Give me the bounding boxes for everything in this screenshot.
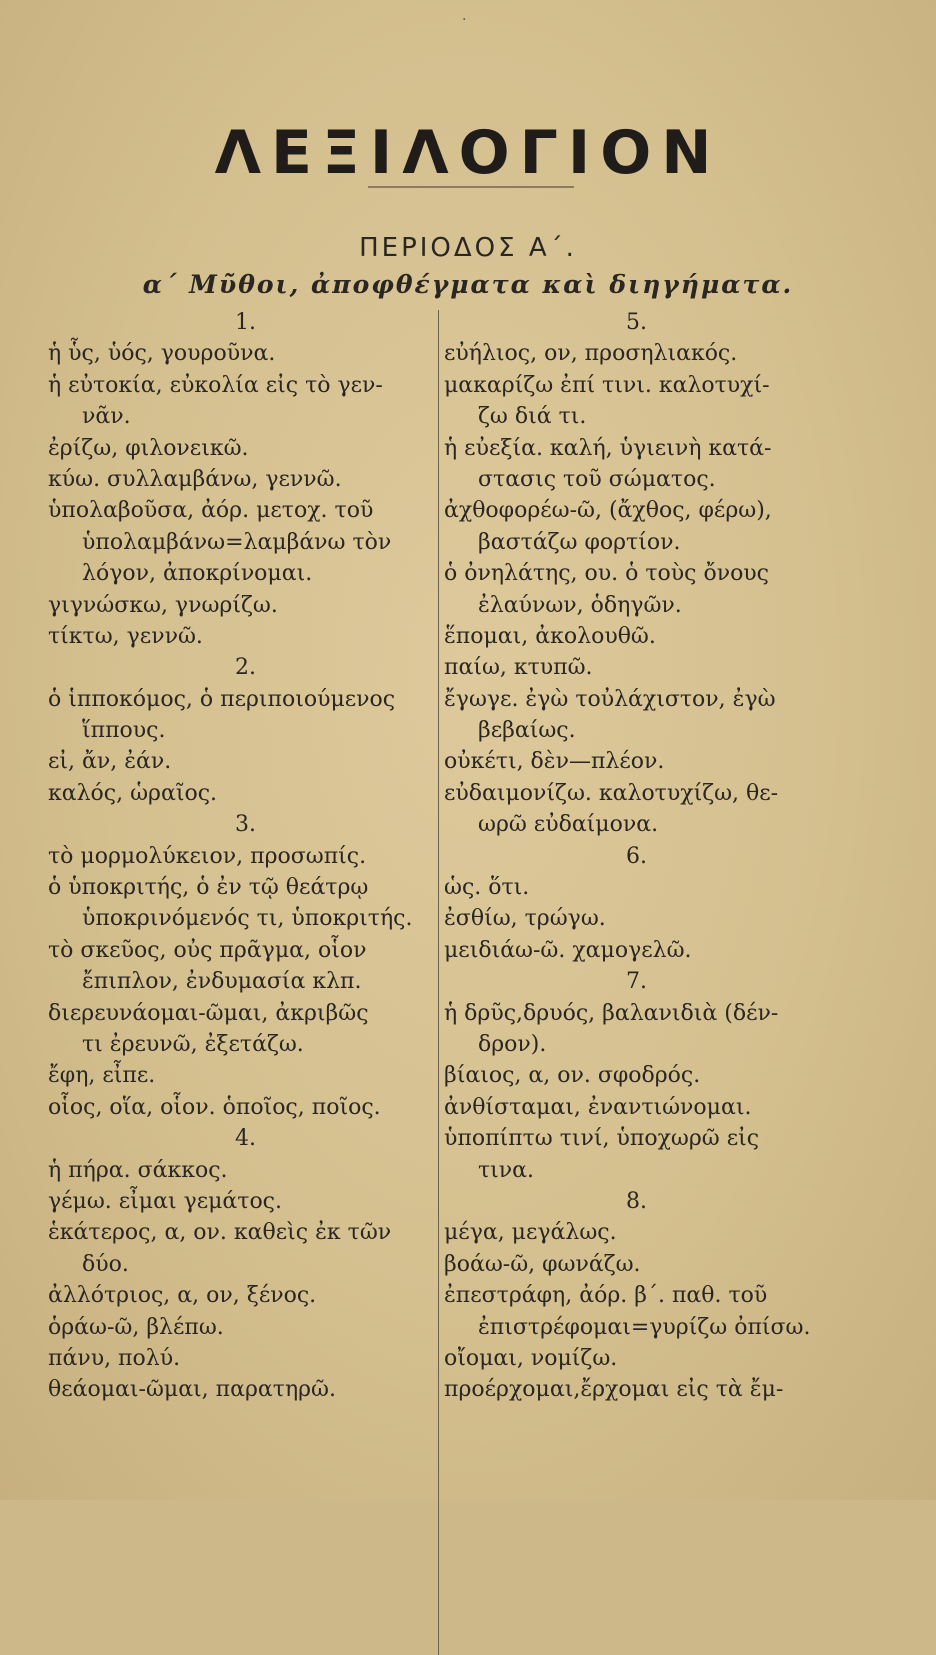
period-heading: ΠΕΡΙΟΔΟΣ Α΄.	[359, 233, 577, 263]
entry-continuation: ἔπιπλον, ἐνδυμασία κλπ.	[82, 969, 362, 995]
page-dot: ·	[462, 12, 467, 28]
section-number: 5.	[626, 310, 647, 335]
entry-continuation: λόγον, ἀποκρίνομαι.	[82, 561, 313, 587]
vocabulary-entry: τὸ μορμολύκειον, προσωπίς.	[48, 843, 367, 869]
vocabulary-entry: ὁ ἱπποκόμος, ὁ περιποιούμενος	[48, 686, 396, 712]
entry-continuation: δρον).	[478, 1031, 547, 1057]
vocabulary-entry: ὑποπίπτω τινί, ὑποχωρῶ εἰς	[444, 1126, 760, 1152]
vocabulary-entry: εὐδαιμονίζω. καλοτυχίζω, θε-	[444, 780, 779, 806]
section-subtitle: α΄ Μῦθοι, ἀποφθέγματα καὶ διηγήματα.	[142, 270, 794, 299]
vocabulary-entry: ἐπεστράφη, ἀόρ. β΄. παθ. τοῦ	[444, 1283, 768, 1309]
vocabulary-entry: βίαιος, α, ον. σφοδρός.	[444, 1063, 701, 1089]
title-ornament-rule	[368, 186, 574, 188]
entry-continuation: βαστάζω φορτίον.	[478, 529, 681, 555]
vocabulary-entry: πάνυ, πολύ.	[48, 1345, 181, 1371]
vocabulary-entry: ἑκάτερος, α, ον. καθεὶς ἐκ τῶν	[48, 1220, 392, 1246]
vocabulary-entry: οἴομαι, νομίζω.	[444, 1345, 618, 1371]
left-column	[48, 307, 433, 1406]
entry-continuation: δύο.	[82, 1251, 129, 1277]
vocabulary-entry: ἡ εὐεξία. καλή, ὑγιεινὴ κατά-	[444, 435, 772, 461]
vocabulary-entry: μέγα, μεγάλως.	[444, 1220, 617, 1246]
vocabulary-entry: ὁ ὀνηλάτης, ου. ὁ τοὺς ὄνους	[444, 561, 770, 587]
vocabulary-entry: παίω, κτυπῶ.	[444, 655, 593, 681]
entry-continuation: βεβαίως.	[478, 718, 576, 744]
vocabulary-entry: ἡ δρῦς,δρυός, βαλανιδιὰ (δέν-	[444, 1000, 779, 1026]
section-number: 1.	[235, 310, 256, 335]
vocabulary-entry: ἡ ὗς, ὑός, γουροῦνα.	[48, 341, 276, 367]
vocabulary-entry: ἀχθοφορέω-ῶ, (ἄχθος, φέρω),	[444, 498, 772, 524]
vocabulary-entry: τίκτω, γεννῶ.	[48, 623, 203, 649]
vocabulary-entry: εἰ, ἄν, ἐάν.	[48, 749, 172, 775]
section-number: 7.	[626, 969, 647, 995]
vocabulary-entry: κύω. συλλαμβάνω, γεννῶ.	[48, 466, 342, 492]
vocabulary-entry: οὐκέτι, δὲν—πλέον.	[444, 749, 665, 775]
entry-continuation: νᾶν.	[82, 404, 131, 430]
vocabulary-entry: τὸ σκεῦος, οὐς πρᾶγμα, οἷον	[48, 937, 367, 963]
vocabulary-entry: γιγνώσκω, γνωρίζω.	[48, 592, 278, 618]
entry-continuation: ωρῶ εὐδαίμονα.	[478, 812, 659, 838]
entry-continuation: ζω διά τι.	[478, 404, 587, 430]
vocabulary-entry: μειδιάω-ῶ. χαμογελῶ.	[444, 937, 692, 963]
entry-continuation: ὑπολαμβάνω=λαμβάνω τὸν	[82, 529, 392, 555]
entry-continuation: τινα.	[478, 1157, 535, 1183]
vocabulary-entry: οἷος, οἵα, οἷον. ὁποῖος, ποῖος.	[48, 1094, 381, 1120]
vocabulary-entry: μακαρίζω ἐπί τινι. καλοτυχί-	[444, 372, 770, 398]
section-number: 2.	[235, 655, 256, 681]
column-divider	[438, 310, 439, 1655]
vocabulary-entry: ἡ πήρα. σάκκος.	[48, 1157, 228, 1183]
vocabulary-entry: ἐσθίω, τρώγω.	[444, 906, 606, 932]
entry-continuation: τι ἐρευνῶ, ἐξετάζω.	[82, 1031, 304, 1057]
vocabulary-entry: διερευνάομαι-ῶμαι, ἀκριβῶς	[48, 1000, 369, 1026]
section-number: 4.	[235, 1126, 256, 1152]
vocabulary-entry: εὐήλιος, ον, προσηλιακός.	[444, 341, 738, 367]
vocabulary-entry: ὁράω-ῶ, βλέπω.	[48, 1314, 224, 1340]
page-title: ΛΕΞΙΛΟΓΙΟΝ	[214, 118, 722, 188]
entry-continuation: ἐλαύνων, ὁδηγῶν.	[478, 592, 682, 618]
vocabulary-entry: ἀνθίσταμαι, ἐναντιώνομαι.	[444, 1094, 752, 1120]
entry-continuation: ἐπιστρέφομαι=γυρίζω ὀπίσω.	[478, 1314, 811, 1340]
section-number: 8.	[626, 1188, 647, 1214]
entry-continuation: ὑποκρινόμενός τι, ὑποκριτής.	[82, 906, 413, 932]
entry-continuation: στασις τοῦ σώματος.	[478, 466, 716, 492]
entry-continuation: ἵππους.	[82, 718, 166, 744]
vocabulary-entry: ἀλλότριος, α, ον, ξένος.	[48, 1283, 317, 1309]
vocabulary-entry: ἕπομαι, ἀκολουθῶ.	[444, 623, 656, 649]
vocabulary-entry: ἡ εὐτοκία, εὐκολία εἰς τὸ γεν-	[48, 372, 383, 398]
vocabulary-entry: ἐρίζω, φιλονεικῶ.	[48, 435, 249, 461]
right-column	[444, 307, 829, 1406]
vocabulary-entry: ἔγωγε. ἐγὼ τοὐλάχιστον, ἐγὼ	[444, 686, 776, 712]
vocabulary-entry: καλός, ὡραῖος.	[48, 780, 218, 806]
vocabulary-entry: ὡς. ὅτι.	[444, 875, 530, 901]
section-number: 3.	[235, 812, 256, 838]
vocabulary-entry: ὁ ὑποκριτής, ὁ ἐν τῷ θεάτρῳ	[48, 875, 369, 901]
vocabulary-entry: ὑπολαβοῦσα, ἀόρ. μετοχ. τοῦ	[48, 498, 374, 524]
vocabulary-entry: θεάομαι-ῶμαι, παρατηρῶ.	[48, 1377, 336, 1403]
vocabulary-entry: γέμω. εἶμαι γεμάτος.	[48, 1188, 282, 1214]
vocabulary-entry: προέρχομαι,ἔρχομαι εἰς τὰ ἔμ-	[444, 1377, 784, 1403]
section-number: 6.	[626, 843, 647, 869]
vocabulary-entry: βοάω-ῶ, φωνάζω.	[444, 1251, 641, 1277]
vocabulary-entry: ἔφη, εἶπε.	[48, 1063, 156, 1089]
